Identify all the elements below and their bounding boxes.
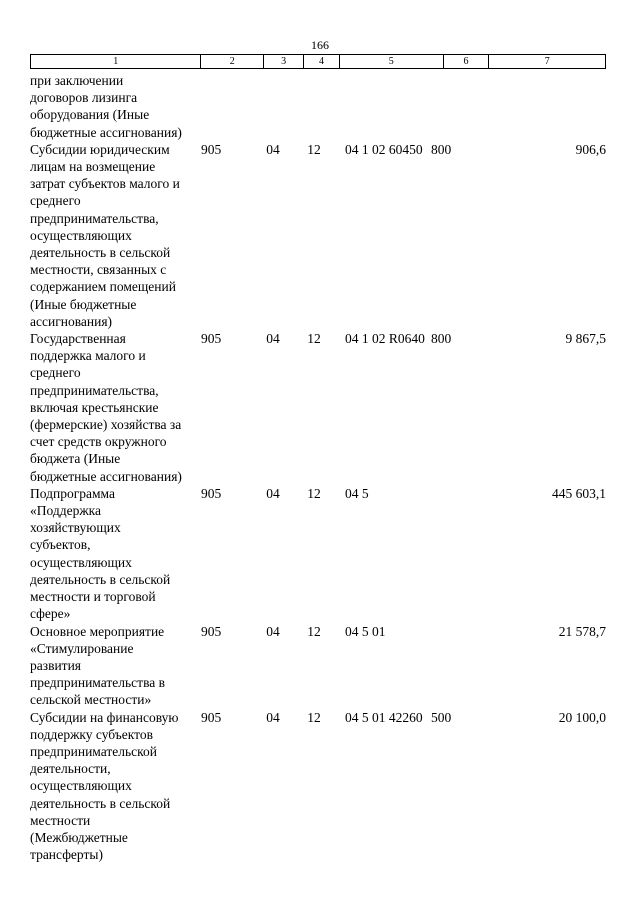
row-description: Подпрограмма «Поддержка хозяйствующих субъектов, осуществляющих деятельность в сельской местности и торговой сфере» [30, 485, 171, 622]
row-ved-code: 905 [201, 141, 222, 157]
row-section-code: 04 [266, 141, 280, 157]
row-target-article-code: 04 5 [345, 485, 369, 501]
table-row [30, 72, 606, 141]
row-amount: 20 100,0 [558, 709, 606, 725]
row-amount: 21 578,7 [558, 623, 606, 639]
row-amount: 9 867,5 [565, 331, 606, 347]
row-subsection-code: 12 [307, 485, 321, 501]
row-ved-code [201, 72, 249, 141]
row-subsection-code: 12 [307, 623, 321, 639]
column-header-6: 6 [444, 55, 490, 68]
row-target-article-code: 04 5 01 [345, 623, 386, 639]
row-ved-code: 905 [201, 331, 222, 347]
row-subsection-code: 12 [307, 141, 321, 157]
row-section-code: 04 [266, 709, 280, 725]
row-amount: 445 603,1 [552, 485, 606, 501]
column-header-7: 7 [544, 56, 550, 67]
row-ved-code: 905 [201, 623, 222, 639]
row-description: при заключении договоров лизинга оборудования (Иные бюджетные ассигнования) [30, 73, 182, 140]
row-description: Субсидии юридическим лицам на возмещение затрат субъектов малого и среднего предпринимательства, осуществляющих деятельность в сельской местности, связанных с содержанием помещений (Иные бюджетные ассигнования) [30, 141, 180, 329]
row-expense-type-code: 500 [431, 709, 452, 725]
row-description: Субсидии на финансовую поддержку субъектов предпринимательской деятельности, осуществляющих деятельность в сельской местности (Межбюджетные трансферты) [30, 709, 179, 863]
row-subsection-code: 12 [307, 709, 321, 725]
row-section-code: 04 [266, 623, 280, 639]
row-expense-type-code [429, 485, 475, 623]
table-row [30, 623, 606, 709]
row-ved-code: 905 [201, 485, 222, 501]
row-ved-code: 905 [201, 709, 222, 725]
row-subsection-code [289, 72, 325, 141]
table-row [30, 141, 606, 330]
row-section-code: 04 [266, 331, 280, 347]
column-header-2: 2 [201, 55, 264, 68]
row-description: Государственная поддержка малого и среднего предпринимательства, включая крестьянские (фермерские) хозяйства за счет средств окружного бюджета (Иные бюджетные ассигнования) [30, 331, 182, 484]
column-header-1: 1 [31, 55, 201, 68]
row-description: Основное мероприятие «Стимулирование развития предпринимательства в сельской местности» [30, 623, 166, 708]
table-row [30, 330, 606, 485]
budget-table-body [30, 72, 606, 863]
row-expense-type-code: 800 [431, 141, 452, 157]
row-target-article-code: 04 5 01 42260 [345, 709, 423, 725]
row-subsection-code: 12 [307, 331, 321, 347]
row-amount [475, 72, 606, 141]
table-row [30, 485, 606, 623]
row-target-article-code: 04 1 02 R0640 [345, 331, 425, 347]
row-expense-type-code [429, 623, 475, 709]
table-row [30, 709, 606, 864]
column-header-5: 5 [340, 55, 444, 68]
row-section-code [249, 72, 289, 141]
column-header-3: 3 [264, 55, 304, 68]
row-target-article-code: 04 1 02 60450 [345, 141, 423, 157]
row-amount: 906,6 [575, 141, 606, 157]
row-expense-type-code: 800 [431, 331, 452, 347]
column-header-4: 4 [304, 55, 340, 68]
row-expense-type-code [429, 72, 475, 141]
column-number-header [30, 54, 606, 69]
row-section-code: 04 [266, 485, 280, 501]
row-target-article-code [325, 72, 429, 141]
page-number: 166 [311, 38, 329, 52]
